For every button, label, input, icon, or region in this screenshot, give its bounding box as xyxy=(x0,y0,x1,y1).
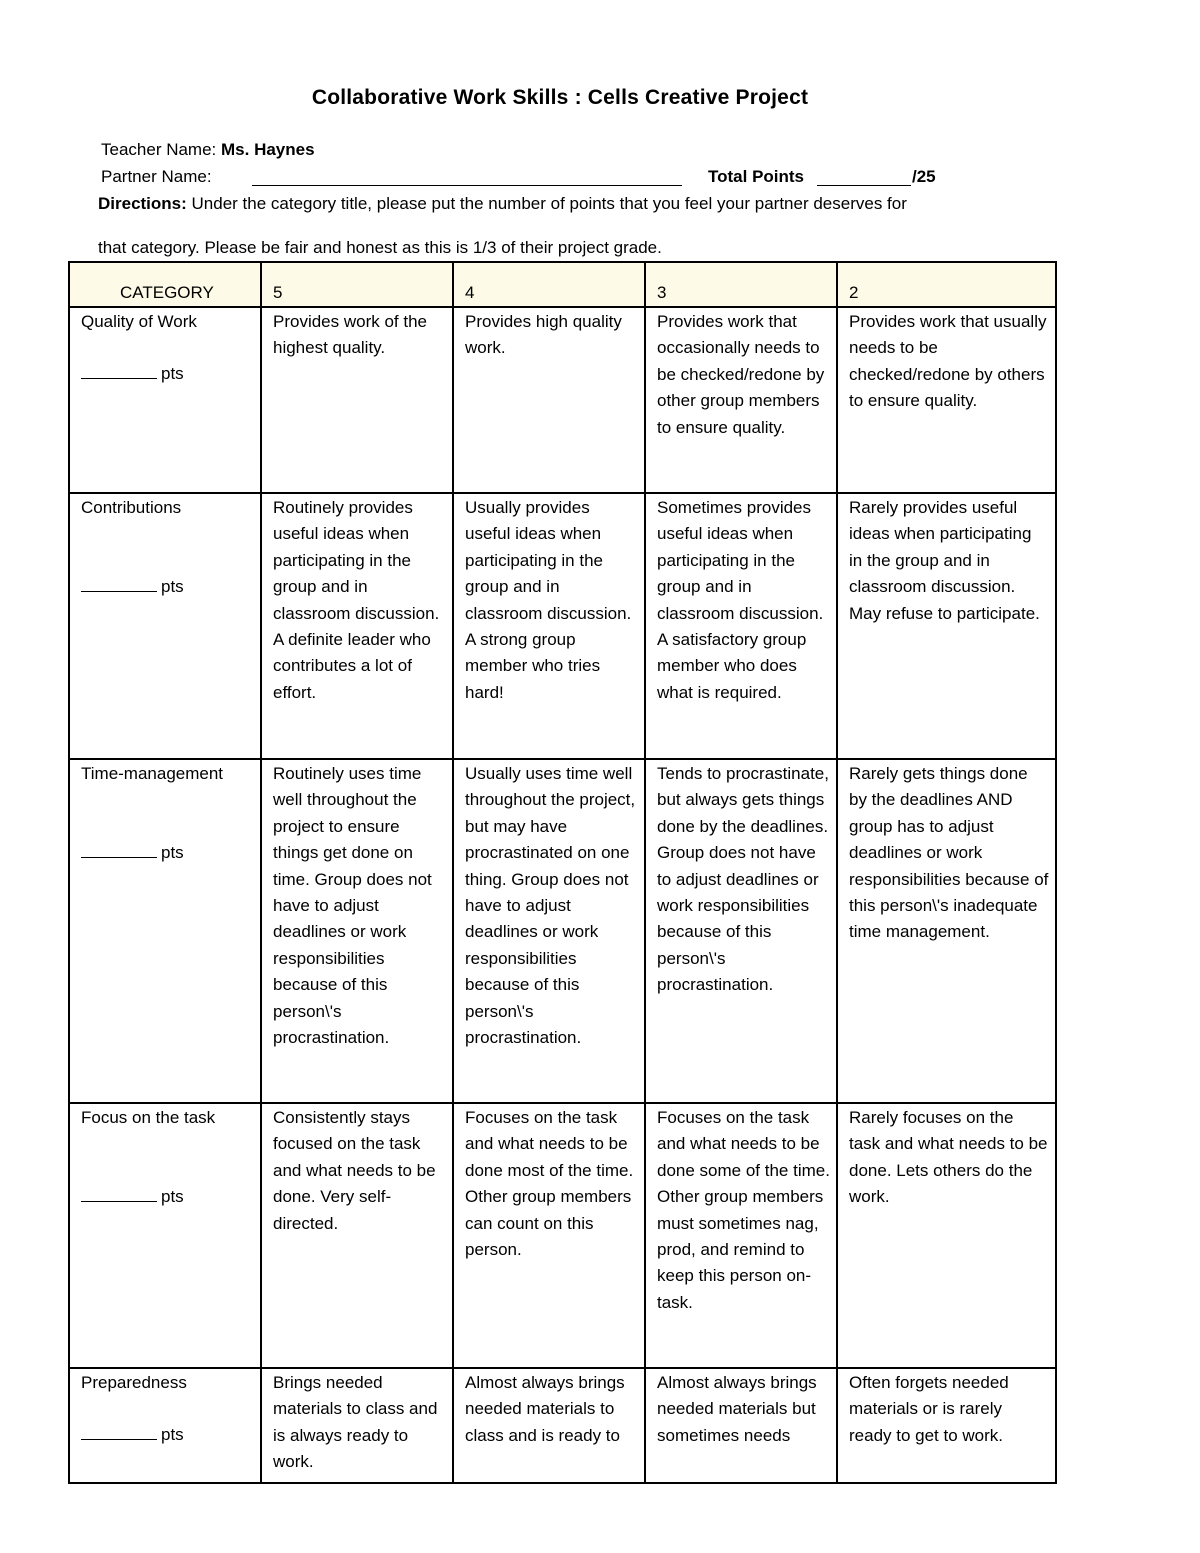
rubric-header-row xyxy=(69,262,1056,307)
teacher-name: Ms. Haynes xyxy=(221,140,315,159)
category-name: Time-management xyxy=(81,764,224,783)
criteria-cell-5: Routinely uses time well throughout the project to ensure things get done on time. Group does not have to adjust deadlines or work responsibilities because of this person\'s procrastination. xyxy=(261,759,453,1103)
teacher-line xyxy=(101,140,315,160)
criteria-cell-4: Provides high quality work. xyxy=(453,307,645,493)
criteria-cell-4: Usually provides useful ideas when participating in the group and in classroom discussion. A strong group member who tries hard! xyxy=(453,493,645,759)
pts-label: pts xyxy=(161,1425,184,1445)
criteria-cell-2: Rarely provides useful ideas when participating in the group and in classroom discussion. May refuse to participate. xyxy=(837,493,1056,759)
directions-label: Directions: xyxy=(98,194,187,213)
category-cell xyxy=(69,1368,261,1483)
criteria-cell-4: Focuses on the task and what needs to be done most of the time. Other group members can count on this person. xyxy=(453,1103,645,1368)
criteria-cell-5: Consistently stays focused on the task and what needs to be done. Very self-directed. xyxy=(261,1103,453,1368)
teacher-label: Teacher Name: xyxy=(101,140,217,159)
criteria-cell-2: Often forgets needed materials or is rarely ready to get to work. xyxy=(837,1368,1056,1483)
points-blank[interactable] xyxy=(81,574,254,600)
partner-label: Partner Name: xyxy=(101,167,212,186)
header-score-2: 2 xyxy=(837,262,1056,307)
header-score-5: 5 xyxy=(261,262,453,307)
criteria-cell-5: Brings needed materials to class and is always ready to work. xyxy=(261,1368,453,1483)
header-score-3: 3 xyxy=(645,262,837,307)
points-blank[interactable] xyxy=(81,361,254,387)
table-row xyxy=(69,759,1056,1103)
header-score-4: 4 xyxy=(453,262,645,307)
category-name: Focus on the task xyxy=(81,1108,216,1127)
criteria-cell-4: Almost always brings needed materials to class and is ready to xyxy=(453,1368,645,1483)
criteria-cell-2: Rarely gets things done by the deadlines AND group has to adjust deadlines or work responsibilities because of this person\'s inadequate time management. xyxy=(837,759,1056,1103)
document-title: Collaborative Work Skills : Cells Creative Project xyxy=(311,86,809,109)
directions-line-2: that category. Please be fair and honest as this is 1/3 of their project grade. xyxy=(98,238,662,257)
total-points-label: Total Points xyxy=(708,167,805,186)
pts-label: pts xyxy=(161,364,184,384)
total-points-suffix: /25 xyxy=(912,167,936,186)
directions-line-1 xyxy=(98,194,907,214)
rubric-table xyxy=(68,261,1057,1484)
criteria-cell-3: Almost always brings needed materials but sometimes needs xyxy=(645,1368,837,1483)
criteria-cell-2: Provides work that usually needs to be checked/redone by others to ensure quality. xyxy=(837,307,1056,493)
category-cell xyxy=(69,1103,261,1368)
criteria-cell-3: Provides work that occasionally needs to be checked/redone by other group members to ensure quality. xyxy=(645,307,837,493)
pts-label: pts xyxy=(161,577,184,597)
criteria-cell-3: Focuses on the task and what needs to be done some of the time. Other group members must sometimes nag, prod, and remind to keep this person on-task. xyxy=(645,1103,837,1368)
partner-name-blank[interactable] xyxy=(252,185,682,186)
table-row xyxy=(69,1368,1056,1483)
category-cell xyxy=(69,493,261,759)
criteria-cell-3: Tends to procrastinate, but always gets things done by the deadlines. Group does not have to adjust deadlines or work responsibilities because of this person\'s procrastination. xyxy=(645,759,837,1103)
criteria-cell-4: Usually uses time well throughout the project, but may have procrastinated on one thing. Group does not have to adjust deadlines or work responsibilities because of this person\'s procrastination. xyxy=(453,759,645,1103)
category-cell xyxy=(69,759,261,1103)
points-blank[interactable] xyxy=(81,1184,254,1210)
category-name: Contributions xyxy=(81,498,182,517)
points-blank[interactable] xyxy=(81,840,254,866)
directions-text-1: Under the category title, please put the number of points that you feel your partner deserves for xyxy=(191,194,907,213)
criteria-cell-3: Sometimes provides useful ideas when participating in the group and in classroom discussion. A satisfactory group member who does what is required. xyxy=(645,493,837,759)
criteria-cell-5: Routinely provides useful ideas when participating in the group and in classroom discussion. A definite leader who contributes a lot of effort. xyxy=(261,493,453,759)
points-blank[interactable] xyxy=(81,1422,254,1448)
pts-label: pts xyxy=(161,843,184,863)
total-points-blank[interactable] xyxy=(817,185,911,186)
category-cell xyxy=(69,307,261,493)
criteria-cell-5: Provides work of the highest quality. xyxy=(261,307,453,493)
header-category: CATEGORY xyxy=(69,262,261,307)
pts-label: pts xyxy=(161,1187,184,1207)
table-row xyxy=(69,1103,1056,1368)
table-row xyxy=(69,307,1056,493)
category-name: Quality of Work xyxy=(81,312,197,331)
criteria-cell-2: Rarely focuses on the task and what needs to be done. Lets others do the work. xyxy=(837,1103,1056,1368)
table-row xyxy=(69,493,1056,759)
category-name: Preparedness xyxy=(81,1373,187,1392)
